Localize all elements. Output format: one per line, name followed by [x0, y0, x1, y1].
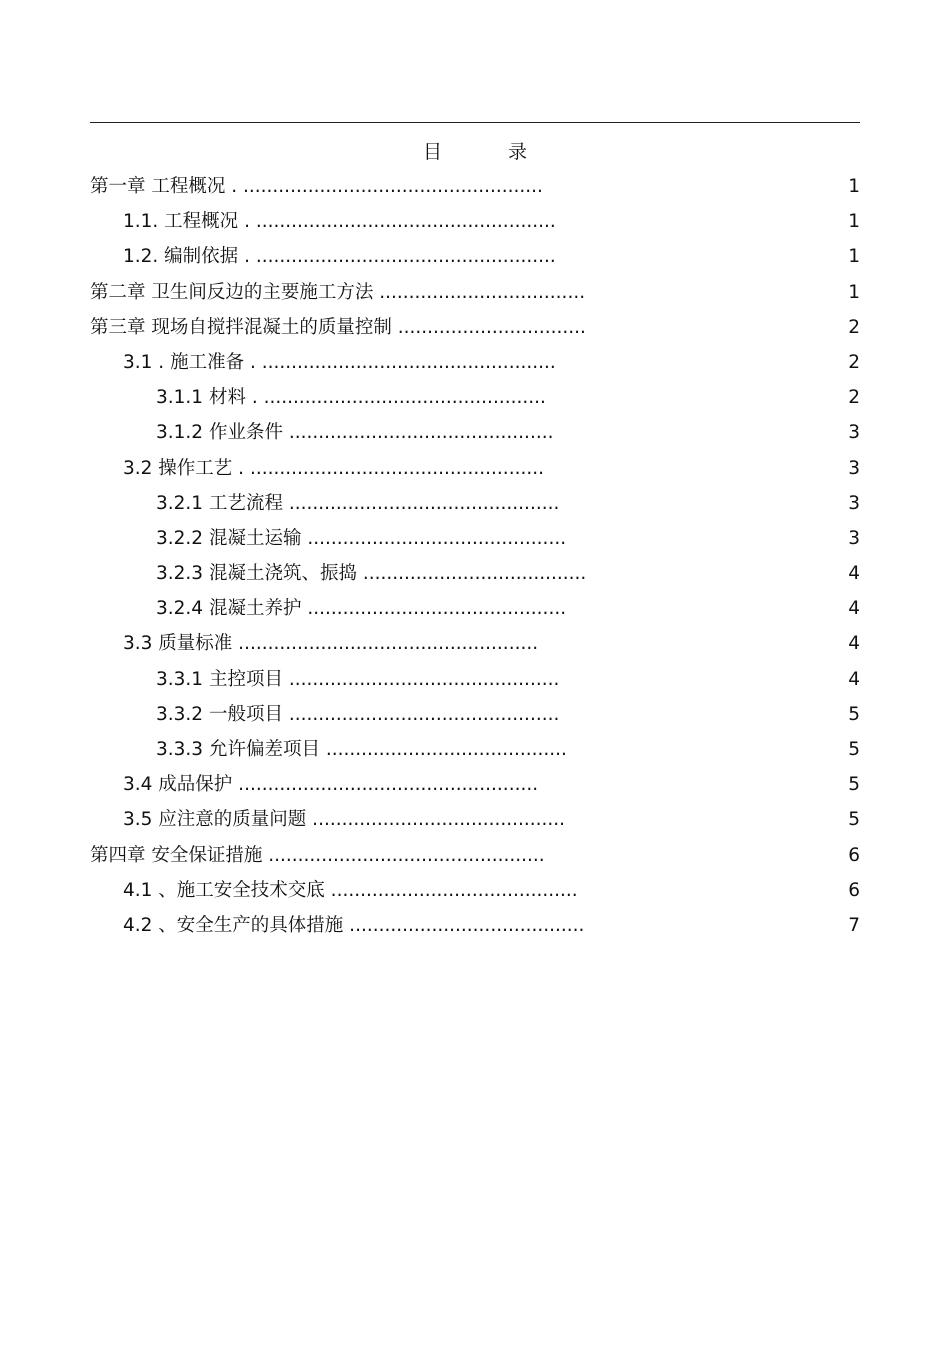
toc-entry[interactable]: [0, 662, 950, 697]
toc-entry-page-number: 5: [848, 739, 860, 760]
toc-entry-text: 3.2.3 混凝土浇筑、振捣 ......................................: [156, 563, 587, 585]
toc-entry[interactable]: [0, 521, 950, 556]
toc-entry[interactable]: [0, 486, 950, 521]
toc-entry-text: 3.3 质量标准 ...................................................: [123, 633, 539, 655]
header-rule: [90, 122, 860, 123]
toc-entry[interactable]: [0, 908, 950, 943]
toc-entry-text: 1.2. 编制依据 . ...................................................: [123, 246, 556, 268]
toc-entry[interactable]: [0, 591, 950, 626]
toc-entry-text: 3.1 . 施工准备 . ..................................................: [123, 351, 556, 373]
toc-entry-text: 3.2 操作工艺 . ..................................................: [123, 457, 544, 479]
toc-entry-page-number: 6: [848, 879, 860, 901]
toc-entry-text: 第二章 卫生间反边的主要施工方法 ...................................: [90, 281, 586, 303]
toc-entry[interactable]: [0, 451, 950, 486]
toc-entry-text: 3.1.2 作业条件 .............................................: [156, 422, 554, 444]
toc-entry-page-number: 5: [848, 703, 860, 725]
toc-entry-page-number: 3: [848, 492, 860, 514]
toc-entry-text: 3.3.2 一般项目 ..............................................: [156, 703, 560, 725]
toc-entry[interactable]: [0, 556, 950, 591]
toc-entry[interactable]: [0, 873, 950, 908]
toc-entry-page-number: 5: [848, 774, 860, 796]
toc-entry-text: 3.4 成品保护 ...................................................: [123, 774, 539, 796]
toc-entry-page-number: 5: [848, 809, 860, 831]
toc-entry-page-number: 1: [848, 211, 860, 233]
toc-entry[interactable]: [0, 275, 950, 310]
toc-entry-text: 1.1. 工程概况 . ...................................................: [123, 211, 556, 233]
toc-entry-text: 4.1 、施工安全技术交底 ..........................................: [123, 879, 578, 901]
toc-entry-page-number: 3: [848, 422, 860, 444]
toc-entry-page-number: 2: [848, 387, 860, 409]
toc-entry-page-number: 6: [848, 844, 860, 866]
toc-entry-text: 3.1.1 材料 . ................................................: [156, 387, 546, 409]
toc-entry[interactable]: [0, 732, 950, 767]
toc-entry[interactable]: [0, 626, 950, 661]
toc-entry-page-number: 4: [848, 633, 860, 655]
toc-entry-text: 3.2.2 混凝土运输 ............................................: [156, 527, 567, 549]
toc-entry-text: 4.2 、安全生产的具体措施 ........................................: [123, 914, 585, 936]
toc-entry-page-number: 1: [848, 281, 860, 303]
toc-entry-page-number: 4: [848, 598, 860, 620]
toc-entry-page-number: 7: [848, 914, 860, 936]
toc-title: 目 录: [422, 141, 558, 163]
toc-entry[interactable]: [0, 239, 950, 274]
toc-entry-text: 3.2.1 工艺流程 ..............................................: [156, 492, 560, 514]
toc-entry-page-number: 1: [848, 246, 860, 268]
toc-entry-text: 第四章 安全保证措施 ...............................................: [90, 844, 545, 866]
toc-list: [0, 169, 950, 943]
toc-entry-page-number: 2: [848, 351, 860, 373]
toc-entry[interactable]: [0, 415, 950, 450]
toc-entry-page-number: 3: [848, 527, 860, 549]
toc-entry[interactable]: [0, 697, 950, 732]
toc-entry[interactable]: [0, 345, 950, 380]
toc-entry[interactable]: [0, 169, 950, 204]
toc-entry[interactable]: [0, 767, 950, 802]
toc-entry[interactable]: [0, 802, 950, 837]
toc-entry-page-number: 4: [848, 668, 860, 690]
toc-entry[interactable]: [0, 204, 950, 239]
toc-entry-text: 3.3.3 允许偏差项目 .........................................: [156, 739, 567, 760]
toc-entry-page-number: 1: [848, 176, 860, 197]
toc-entry-text: 3.2.4 混凝土养护 ............................................: [156, 598, 567, 620]
toc-entry-text: 3.5 应注意的质量问题 ...........................................: [123, 809, 566, 831]
toc-entry-text: 3.3.1 主控项目 ..............................................: [156, 668, 560, 690]
toc-entry-page-number: 4: [848, 563, 860, 585]
toc-entry[interactable]: [0, 380, 950, 415]
toc-entry-page-number: 2: [848, 316, 860, 338]
toc-entry-text: 第三章 现场自搅拌混凝土的质量控制 ................................: [90, 316, 586, 338]
toc-entry[interactable]: [0, 310, 950, 345]
toc-entry-text: 第一章 工程概况 . ...................................................: [90, 176, 543, 197]
toc-entry-page-number: 3: [848, 457, 860, 479]
toc-entry[interactable]: [0, 838, 950, 873]
